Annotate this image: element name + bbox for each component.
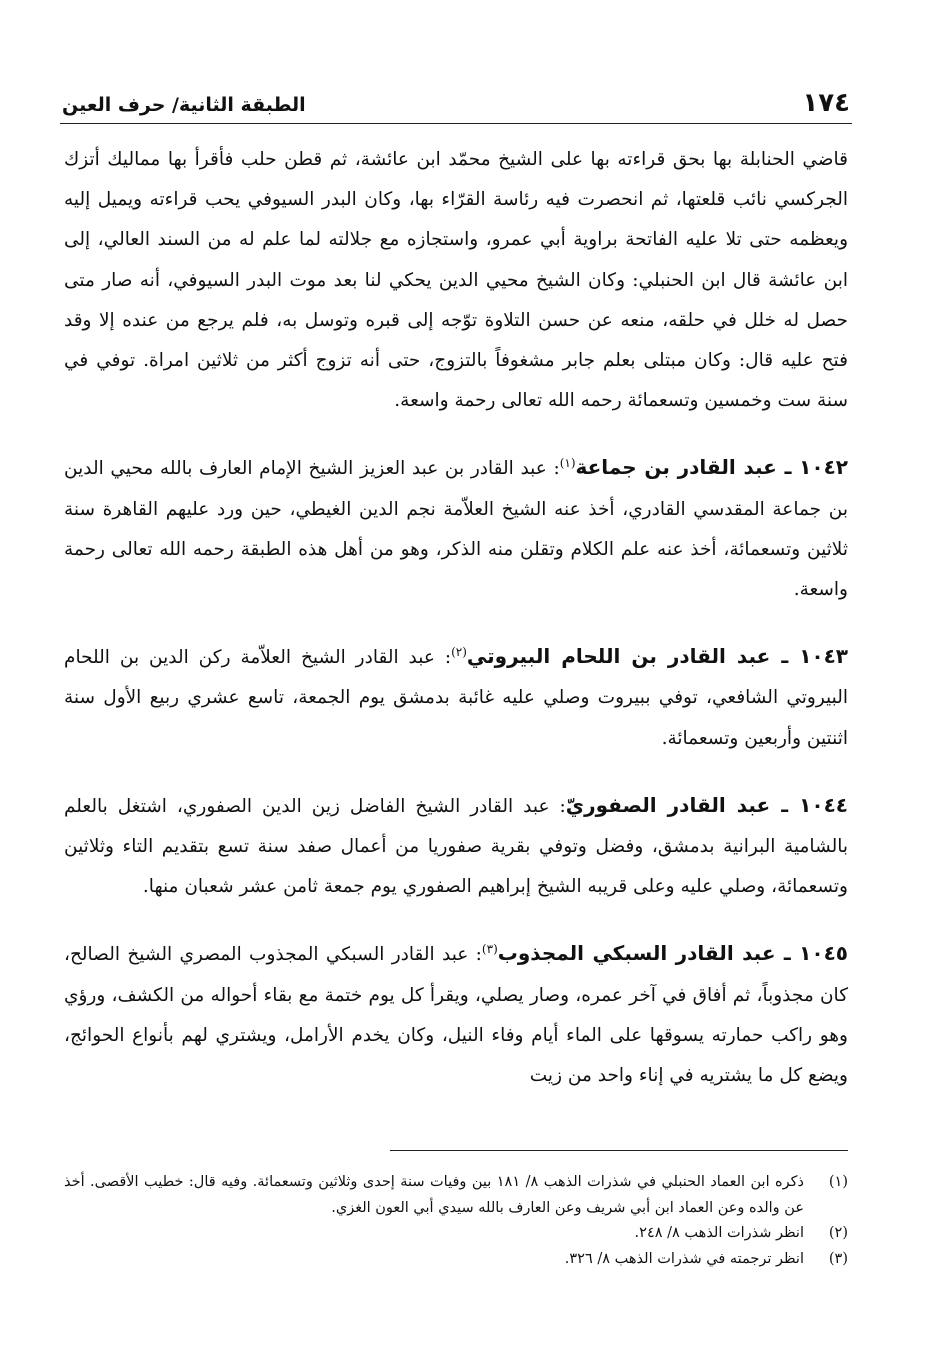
- entry-heading: ١٠٤٢ ـ عبد القادر بن جماعة: [575, 455, 848, 480]
- page-number: ١٧٤: [802, 88, 850, 118]
- footnote-rule: [390, 1150, 848, 1151]
- footnote-number: (٢): [828, 1225, 848, 1241]
- main-text: [64, 140, 848, 1096]
- entry-1042: [64, 447, 848, 610]
- entry-heading: ١٠٤٥ ـ عبد القادر السبكي المجذوب: [497, 941, 848, 966]
- footnote-text: ذكره ابن العماد الحنبلي في شذرات الذهب ٨/ ١٨١ بين وفيات سنة إحدى وثلاثين وتسعمائة. وفيه قال: خطيب الأقصى. أخذ عن والده وعن العماد ابن أبي شريف وعن العارف بالله سيدي أبي العون الغزي.: [64, 1174, 804, 1216]
- footnotes: [64, 1170, 848, 1272]
- footnote-2: [64, 1221, 848, 1247]
- entry-text: : عبد القادر بن عبد العزيز الشيخ الإمام العارف بالله محيي الدين بن جماعة المقدسي القادري، أخذ عنه الشيخ العلاّمة نجم الدين الغيطي، حين ورد عليهم القاهرة سنة ثلاثين وتسعمائة، أخذ عنه علم الكلام وتقلن منه الذكر، وهو من أهل هذه الطبقة رحمه الله تعالى رحمة واسعة.: [64, 458, 848, 601]
- entry-1044: [64, 785, 848, 908]
- footnote-ref[interactable]: (٢): [451, 645, 467, 660]
- running-head: الطبقة الثانية/ حرف العين: [62, 94, 306, 116]
- footnote-ref[interactable]: (٣): [481, 942, 498, 957]
- intro-paragraph: قاضي الحنابلة بها بحق قراءته بها على الشيخ محمّد ابن عائشة، ثم قطن حلب فأقرأ بها مماليك أتزك الجركسي نائب قلعتها، ثم انحصرت فيه رئاسة القرّاء بها، وكان البدر السيوفي يحب قراءته ويميل إليه ويعظمه حتى تلا عليه الفاتحة براوية أبي عمرو، واستجازه مع جلالته لما علم له من السند العالي، إلى ابن عائشة قال ابن الحنبلي: وكان الشيخ محيي الدين يحكي لنا بعد موت البدر السيوفي، أنه صار متى حصل له خلل في حلقه، منعه عن حسن التلاوة توّجه إلى قبره وتوسل به، فلم يرجع من عنده إلا وقد فتح عليه قال: وكان مبتلى بعلم جابر مشغوفاً بالتزوج، حتى أنه تزوج أكثر من ثلاثين امراة. توفي في سنة ست وخمسين وتسعمائة رحمه الله تعالى رحمة واسعة.: [64, 149, 848, 412]
- footnote-text: انظر شذرات الذهب ٨/ ٢٤٨.: [634, 1225, 804, 1241]
- entry-1045: [64, 933, 848, 1096]
- footnote-ref[interactable]: (١): [559, 456, 576, 471]
- footnote-3: [64, 1247, 848, 1273]
- footnote-text: انظر ترجمته في شذرات الذهب ٨/ ٣٢٦.: [564, 1250, 804, 1267]
- entry-heading: ١٠٤٤ ـ عبد القادر الصفوريّ: [565, 792, 848, 817]
- entry-1043: [64, 636, 848, 759]
- page-header: [62, 82, 850, 118]
- footnote-number: (٣): [828, 1250, 848, 1267]
- entry-text: : عبد القادر الشيخ العلاّمة ركن الدين بن اللحام البيروتي الشافعي، توفي ببيروت وصلي عليه غائبة بدمشق يوم الجمعة، تاسع عشري ربيع الأول سنة اثنتين وأربعين وتسعمائة.: [64, 647, 848, 749]
- footnote-1: [64, 1170, 848, 1221]
- entry-text: : عبد القادر السبكي المجذوب المصري الشيخ الصالح، كان مجذوباً، ثم أفاق في آخر عمره، وصار يصلي، ويقرأ كل يوم ختمة مع بقاء أحواله من الكشف، ورؤي وهو راكب حمارته يسوقها على الماء أيام وفاء النيل، وكان يخدم الأرامل، ويشتري لهم بأنواع الحوائج، ويضع كل ما يشتريه في إناء واحد من زيت: [64, 944, 848, 1087]
- footnote-number: (١): [828, 1174, 848, 1190]
- header-rule: [60, 123, 852, 124]
- entry-heading: ١٠٤٣ ـ عبد القادر بن اللحام البيروتي: [466, 644, 849, 669]
- entry-text: : عبد القادر الشيخ الفاضل زين الدين الصفوري، اشتغل بالعلم بالشامية البرانية بدمشق، وفضل وتوفي بقرية صفوريا من أعمال صفد سنة تسع بتقديم التاء وثلاثين وتسعمائة، وصلي عليه وعلى قريبه الشيخ إبراهيم الصفوري يوم جمعة ثامن عشر شعبان منها.: [64, 795, 848, 898]
